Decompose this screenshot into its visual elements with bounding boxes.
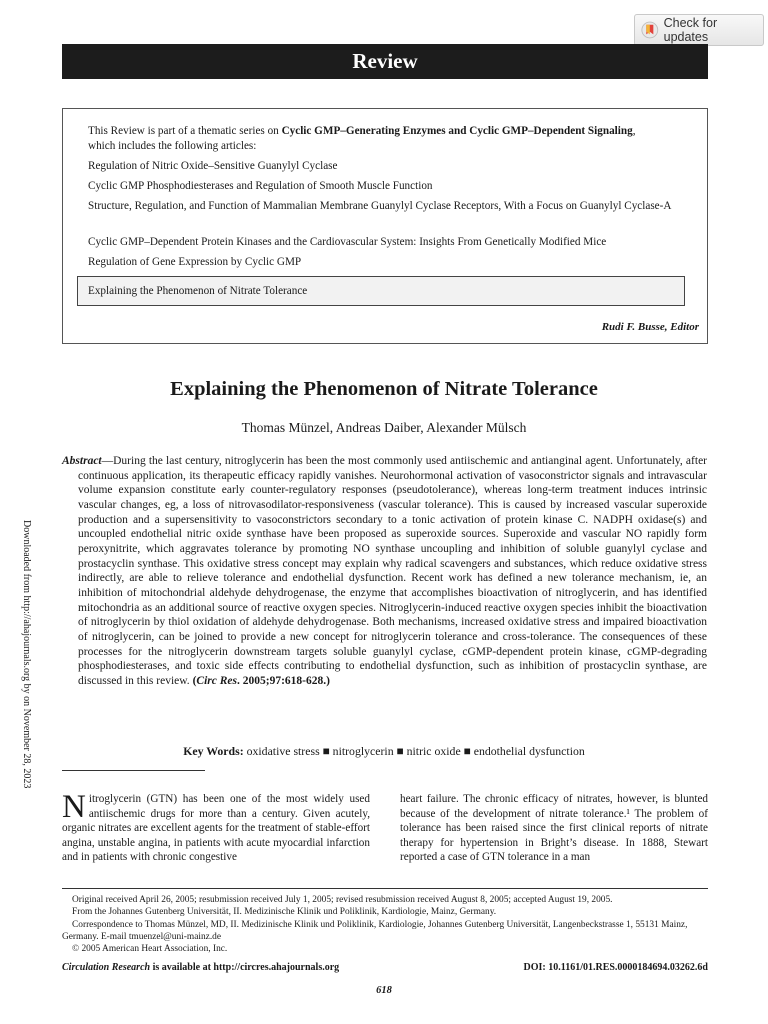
series-article-link[interactable]: Regulation of Nitric Oxide–Sensitive Guanylyl Cyclase xyxy=(88,160,338,172)
series-article-link[interactable]: Cyclic GMP Phosphodiesterases and Regulation of Smooth Muscle Function xyxy=(88,180,433,192)
citation-prefix: ( xyxy=(192,674,197,687)
footnote-divider xyxy=(62,888,708,889)
check-for-updates-button[interactable] xyxy=(634,14,764,46)
footnote-copyright: © 2005 American Heart Association, Inc. xyxy=(72,944,228,954)
series-topic: Cyclic GMP–Generating Enzymes and Cyclic GMP–Dependent Signaling xyxy=(281,125,633,137)
page-number: 618 xyxy=(376,985,392,996)
body-column-left xyxy=(62,789,370,865)
footnote-correspondence: Correspondence to Thomas Münzel, MD, II. Medizinische Klinik und Poliklinik, Kardiologie, Johannes Gutenberg Universität, Langenbeckstrasse 1, 55131 Mainz, Germany. E-mail tmuenzel@uni-mainz.de xyxy=(62,920,688,942)
journal-name: Circulation Research xyxy=(62,962,151,973)
check-for-updates-label: Check for updates xyxy=(663,16,718,44)
abstract xyxy=(62,454,707,689)
abstract-label: Abstract xyxy=(62,455,102,467)
body-column-right: heart failure. The chronic efficacy of nitrates, however, is blunted because of the development of nitrate tolerance.¹ The problem of tolerance has been raised since the first clinical reports of nitrate therapy for hypertension in Bright’s disease. In 1888, Stewart reported a case of GTN tolerance in a man xyxy=(400,793,708,863)
series-intro-suffix: , which includes the following articles: xyxy=(88,125,636,152)
key-words-label: Key Words: xyxy=(183,744,244,758)
footnote-affiliation: From the Johannes Gutenberg Universität, II. Medizinische Klinik und Poliklinik, Kardiologie, Mainz, Germany. xyxy=(72,907,497,917)
crossmark-icon xyxy=(641,21,659,39)
journal-availability[interactable]: is available at http://circres.ahajournals.org xyxy=(150,962,340,973)
series-editor: Rudi F. Busse, Editor xyxy=(601,321,699,333)
citation xyxy=(193,675,330,687)
journal-footer xyxy=(62,962,339,973)
series-article-link[interactable]: Cyclic GMP–Dependent Protein Kinases and the Cardiovascular System: Insights From Genetically Modified Mice xyxy=(88,236,607,248)
section-header: Review xyxy=(62,44,708,79)
body-left-text: itroglycerin (GTN) has been one of the most widely used antiischemic drugs for more than a century. Given acutely, organic nitrates are excellent agents for the treatment of stable-effort angina, unstable angina, in patients with acute myocardial infarction and in patients with chronic congestive xyxy=(62,793,370,863)
download-stamp: Downloaded from http://ahajournals.org by on November 28, 2023 xyxy=(21,520,32,789)
citation-journal: Circ Res xyxy=(196,674,237,687)
abstract-body: —During the last century, nitroglycerin has been the most commonly used antiischemic and antianginal agent. Unfortunately, after continuous application, its therapeutic efficacy rapidly vanishes. Neurohormonal activation of vasoconstrictor signals and intravascular volume expansion constitute early counter-regulatory responses (pseudotolerance), whereas long-term treatment induces intrinsic vascular changes, eg, a loss of nitrovasodilator-responsiveness (vascular tolerance). This is caused by increased vascular superoxide production and a supersensitivity to vasoconstrictors secondary to a tonic activation of protein kinase C. NADPH oxidase(s) and uncoupled endothelial nitric oxide synthase have been proposed as superoxide sources. Superoxide and vascular NO rapidly form peroxynitrite, which aggravates tolerance by promoting NO synthase uncoupling and inhibition of soluble guanylyl cyclase and prostacyclin synthase. This oxidative stress concept may explain why radical scavengers and substances, which reduce oxidative stress indirectly, are able to relieve tolerance and endothelial dysfunction. Recent work has defined a new tolerance mechanism, ie, an inhibition of mitochondrial aldehyde dehydrogenase, the enzyme that accomplishes bioactivation of nitroglycerin, and has identified mitochondria as an additional source of reactive oxygen species. Nitroglycerin-induced reactive oxygen species inhibit the bioactivation of nitroglycerin by thiol oxidation of aldehyde dehydrogenase. Both mechanisms, increased oxidative stress and impaired bioactivation of nitroglycerin, can be joined to provide a new concept for nitroglycerin tolerance and cross-tolerance. The consequences of these processes for the nitroglycerin downstream targets soluble guanylyl cyclase, cGMP-dependent protein kinase, cGMP-degrading phosphodiesterases, and toxic side effects contributing to endothelial dysfunction, such as inhibition of prostacyclin synthase, are discussed in this review. xyxy=(78,455,707,687)
series-article-link[interactable]: Regulation of Gene Expression by Cyclic GMP xyxy=(88,256,302,268)
series-intro xyxy=(88,124,663,154)
article-authors: Thomas Münzel, Andreas Daiber, Alexander Mülsch xyxy=(241,420,527,435)
doi[interactable]: DOI: 10.1161/01.RES.0000184694.03262.6d xyxy=(523,962,708,973)
section-divider xyxy=(62,770,205,771)
footnote-received: Original received April 26, 2005; resubmission received July 1, 2005; revised resubmission received August 8, 2005; accepted August 19, 2005. xyxy=(72,895,613,905)
drop-cap: N xyxy=(62,789,86,825)
key-words-list: oxidative stress ■ nitroglycerin ■ nitric oxide ■ endothelial dysfunction xyxy=(246,744,585,758)
key-words xyxy=(0,744,768,759)
series-intro-prefix: This Review is part of a thematic series on xyxy=(88,125,282,137)
thematic-series-box xyxy=(62,108,708,344)
current-article-highlight: Explaining the Phenomenon of Nitrate Tolerance xyxy=(77,276,685,306)
article-title: Explaining the Phenomenon of Nitrate Tolerance xyxy=(170,378,598,400)
series-article-link[interactable]: Structure, Regulation, and Function of Mammalian Membrane Guanylyl Cyclase Receptors, With a Focus on Guanylyl Cyclase-A xyxy=(88,200,672,212)
citation-rest: . 2005;97:618-628.) xyxy=(236,674,330,687)
